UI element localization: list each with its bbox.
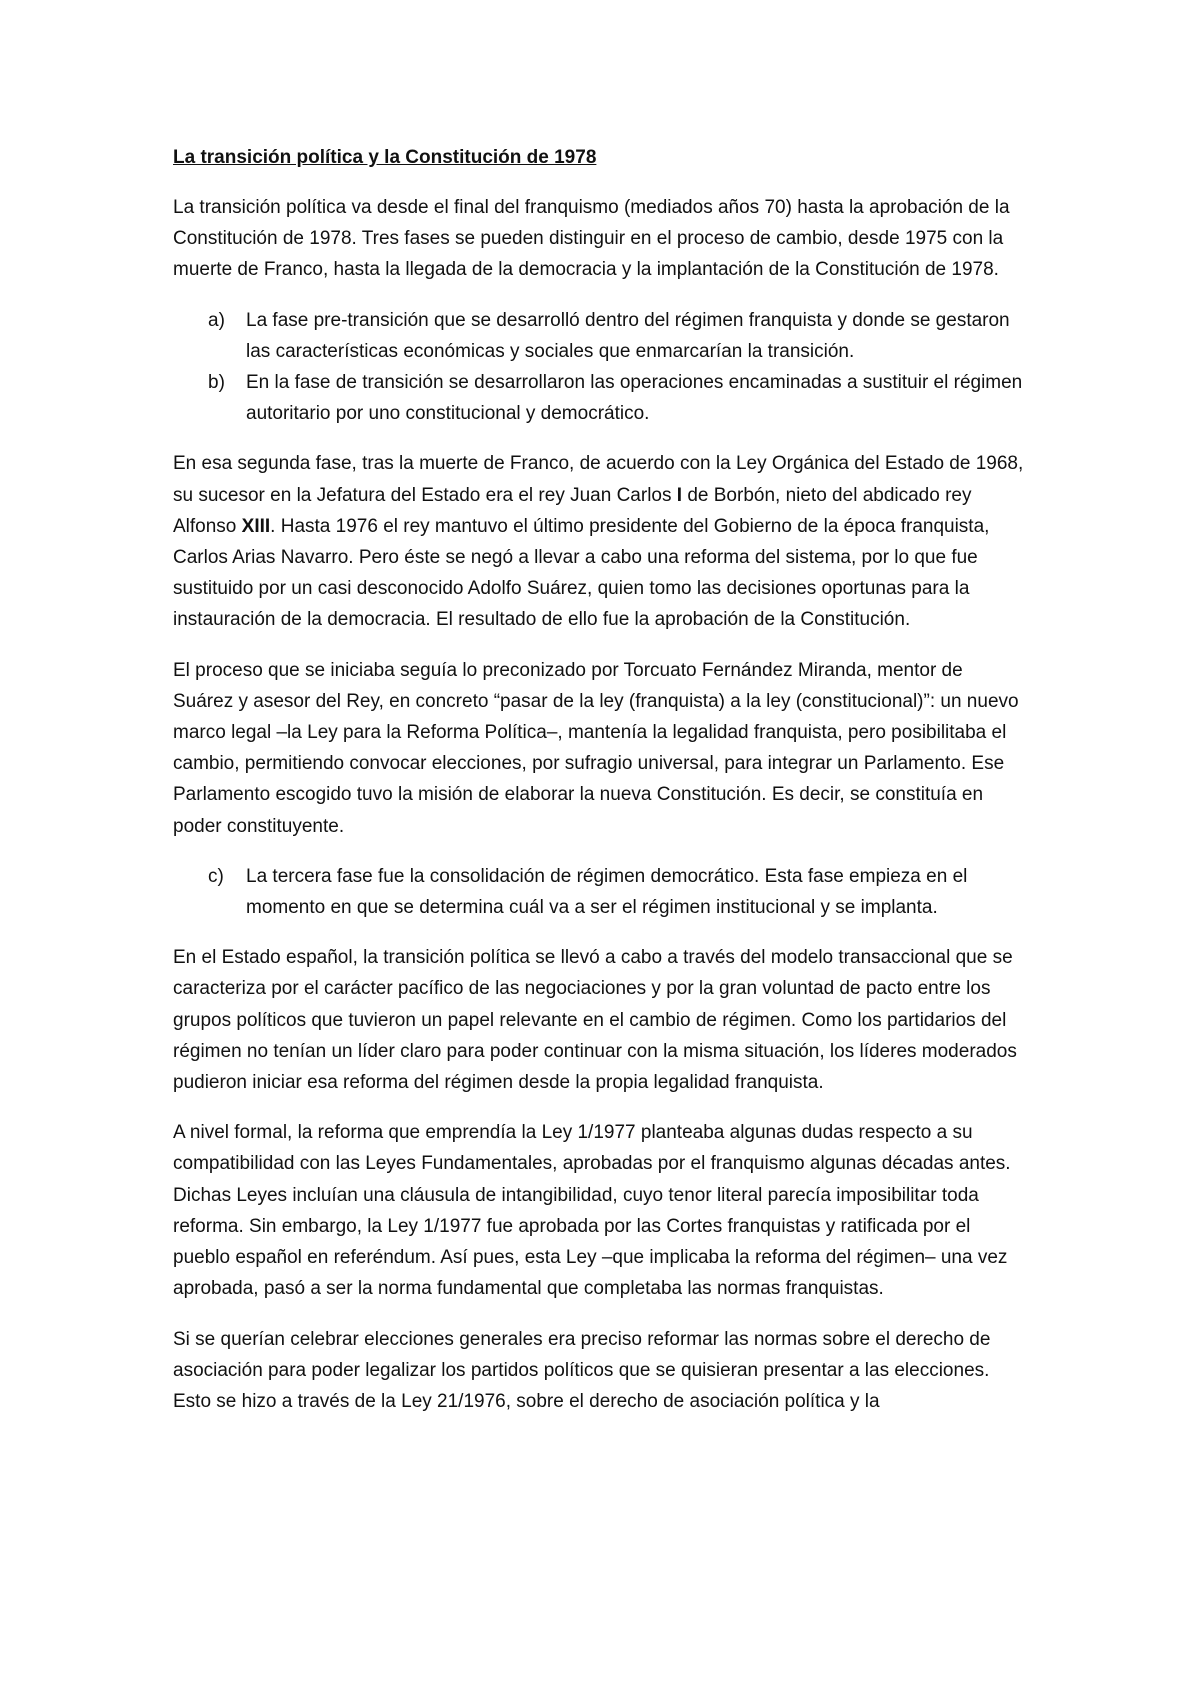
paragraph-intro: La transición política va desde el final del franquismo (mediados años 70) hasta la aprobación de la Constitución de 1978. Tres fases se pueden distinguir en el proceso de cambio, desde 1975 con la muerte de Franco, hasta la llegada de la democracia y la implantación de la Constitución de 1978. xyxy=(173,197,1010,281)
phase-list-c xyxy=(173,861,1028,923)
list-item-text: En la fase de transición se desarrollaron las operaciones encaminadas a sustituir el régimen autoritario por uno constitucional y democrático. xyxy=(246,372,1023,425)
paragraph-transactional-model: En el Estado español, la transición política se llevó a cabo a través del modelo transaccional que se caracteriza por el carácter pacífico de las negociaciones y por la gran voluntad de pacto entre los grupos políticos que tuvieron un papel relevante en el cambio de régimen. Como los partidarios del régimen no tenían un líder claro para poder continuar con la misma situación, los líderes moderados pudieron iniciar esa reforma del régimen desde la propia legalidad franquista. xyxy=(173,947,1017,1094)
paragraph-process: El proceso que se iniciaba seguía lo preconizado por Torcuato Fernández Miranda, mentor de Suárez y asesor del Rey, en concreto “pasar de la ley (franquista) a la ley (constitucional)”: un nuevo marco legal –la Ley para la Reforma Política–, mantenía la legalidad franquista, pero posibilitaba el cambio, permitiendo convocar elecciones, por sufragio universal, para integrar un Parlamento. Ese Parlamento escogido tuvo la misión de elaborar la nueva Constitución. Es decir, se constituía en poder constituyente. xyxy=(173,659,1019,837)
paragraph-formal-level: A nivel formal, la reforma que emprendía la Ley 1/1977 planteaba algunas dudas respecto a su compatibilidad con las Leyes Fundamentales, aprobadas por el franquismo algunas décadas antes. Dichas Leyes incluían una cláusula de intangibilidad, cuyo tenor literal parecía imposibilitar toda reforma. Sin embargo, la Ley 1/1977 fue aprobada por las Cortes franquistas y ratificada por el pueblo español en referéndum. Así pues, esta Ley –que implicaba la reforma del régimen– una vez aprobada, pasó a ser la norma fundamental que completaba las normas franquistas. xyxy=(173,1122,1011,1300)
list-item-text: La fase pre-transición que se desarrolló dentro del régimen franquista y donde se gestaron las características económicas y sociales que enmarcarían la transición. xyxy=(246,309,1010,362)
text-run: . Hasta 1976 el rey mantuvo el último presidente del Gobierno de la época franquista, Carlos Arias Navarro. Pero éste se negó a llevar a cabo una reforma del sistema, por lo que fue sustituido por un casi desconocido Adolfo Suárez, quien tomo las decisiones oportunas para la instauración de la democracia. El resultado de ello fue la aprobación de la Constitución. xyxy=(173,515,990,631)
document-page xyxy=(173,142,1028,1436)
list-marker: c) xyxy=(208,865,224,887)
list-item xyxy=(173,861,1028,923)
text-run-bold: XIII xyxy=(241,515,271,537)
list-item-text: La tercera fase fue la consolidación de régimen democrático. Esta fase empieza en el momento en que se determina cuál va a ser el régimen institucional y se implanta. xyxy=(246,865,968,919)
text-run-bold: I xyxy=(676,484,683,506)
document-title: La transición política y la Constitución de 1978 xyxy=(173,147,597,168)
list-item xyxy=(173,367,1028,429)
list-item xyxy=(173,305,1028,367)
paragraph-second-phase xyxy=(173,448,1028,635)
text-run: de Borbón, nieto del abdicado rey Alfonso xyxy=(173,484,972,537)
phase-list-ab xyxy=(173,305,1028,430)
paragraph-elections: Si se querían celebrar elecciones generales era preciso reformar las normas sobre el derecho de asociación para poder legalizar los partidos políticos que se quisieran presentar a las elecciones. Esto se hizo a través de la Ley 21/1976, sobre el derecho de asociación política y la xyxy=(173,1328,991,1412)
list-marker: b) xyxy=(208,372,225,394)
text-run: En esa segunda fase, tras la muerte de Franco, de acuerdo con la Ley Orgánica del Estado de 1968, su sucesor en la Jefatura del Estado era el rey Juan Carlos xyxy=(173,453,1024,506)
list-marker: a) xyxy=(208,309,225,331)
